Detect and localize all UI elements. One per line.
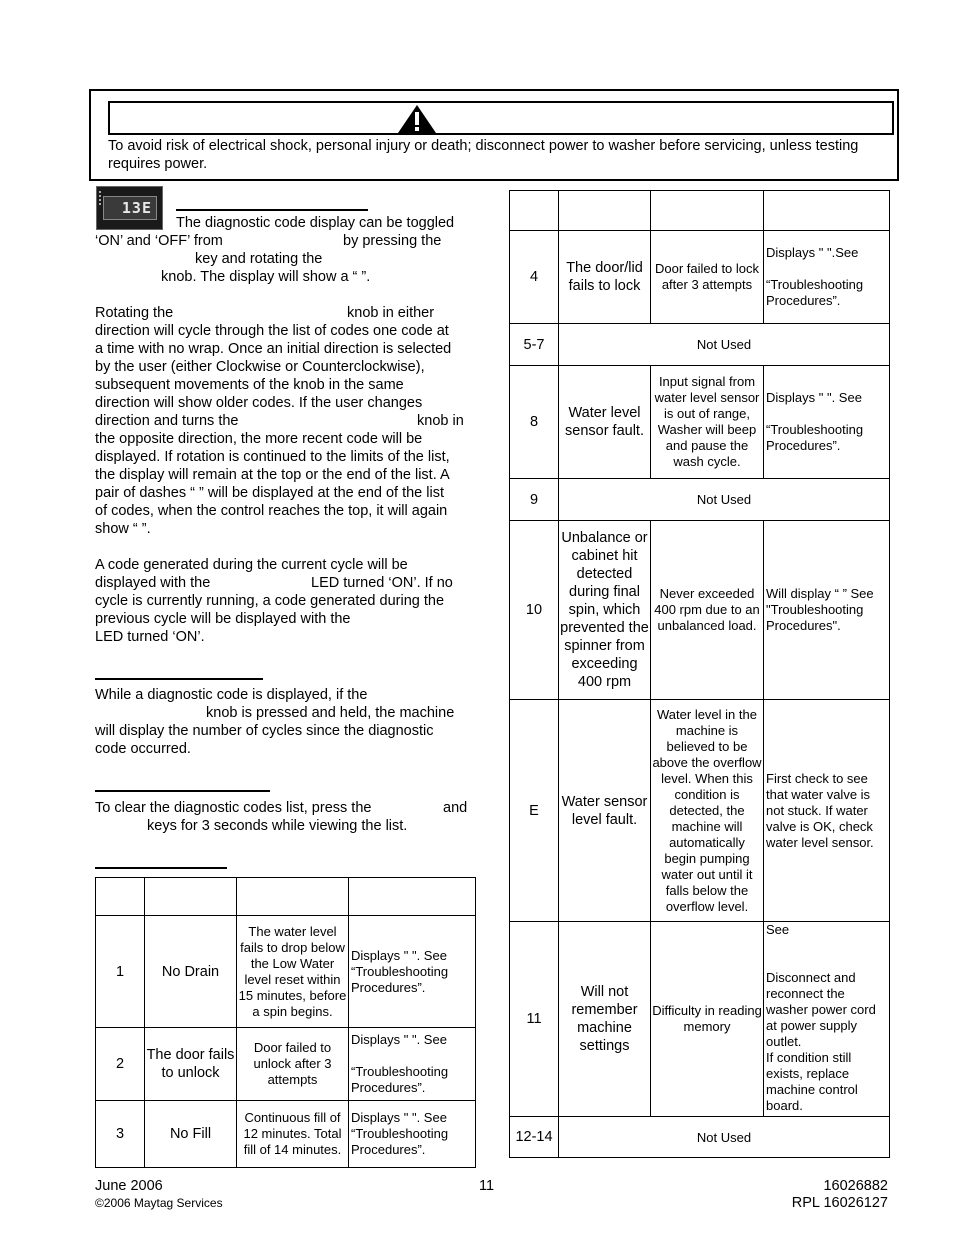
problem-cell: No Fill xyxy=(145,1101,237,1168)
code-cell: 1 xyxy=(96,916,145,1028)
para-rotate-line1b: knob in either xyxy=(347,305,435,321)
not-used-cell: Not Used xyxy=(559,324,890,366)
action-cell: Will display “ ” See "Troubleshooting Procedures". xyxy=(764,521,890,700)
header-cell xyxy=(237,878,349,916)
footer-page-number: 11 xyxy=(479,1178,495,1194)
para-led-line4: previous cycle will be displayed with the xyxy=(95,611,351,627)
action-cell: First check to see that water valve is not stuck. If water valve is OK, check water level sensor. xyxy=(764,700,890,922)
table-row xyxy=(510,1117,890,1158)
code-cell: 4 xyxy=(510,231,559,324)
problem-cell: The door fails to unlock xyxy=(145,1028,237,1101)
header-cell xyxy=(145,878,237,916)
display-window xyxy=(103,196,157,220)
para-toggle-line4: knob. The display will show a “ ”. xyxy=(161,269,371,285)
display-digits: 13E xyxy=(121,199,152,217)
code-cell: 8 xyxy=(510,366,559,479)
para-rotate-line10: the display will remain at the top or the end of the list. A xyxy=(95,467,450,483)
para-cycles-line2: knob is pressed and held, the machine xyxy=(206,705,455,721)
table-row xyxy=(510,700,890,922)
para-led-line2b: LED turned ‘ON’. If no xyxy=(311,575,453,591)
code-cell: 11 xyxy=(510,922,559,1117)
warning-triangle-icon xyxy=(397,104,437,134)
para-led-line1: A code generated during the current cycle will be xyxy=(95,557,408,573)
code-cell: 10 xyxy=(510,521,559,700)
heading-rule-display xyxy=(176,209,368,211)
problem-cell: Water level sensor fault. xyxy=(559,366,651,479)
para-toggle-line1: The diagnostic code display can be toggled xyxy=(176,215,455,231)
para-rotate-line1a: Rotating the xyxy=(95,305,174,321)
table-row xyxy=(510,231,890,324)
condition-cell: Difficulty in reading memory xyxy=(651,922,764,1117)
para-cycles-line1: While a diagnostic code is displayed, if the xyxy=(95,687,368,703)
para-rotate-line11: pair of dashes “ ” will be displayed at the end of the list xyxy=(95,485,444,501)
para-rotate-line9: displayed. If rotation is continued to the limits of the list, xyxy=(95,449,450,465)
condition-cell: Door failed to unlock after 3 attempts xyxy=(237,1028,349,1101)
table-row xyxy=(510,366,890,479)
condition-cell: Water level in the machine is believed to be above the overflow level. When this condition is detected, the machine will automatically begin pumping water out until it falls below the overflow level. xyxy=(651,700,764,922)
diagnostic-display-image xyxy=(96,186,163,230)
code-cell: 12-14 xyxy=(510,1117,559,1158)
warning-box xyxy=(89,89,899,181)
condition-cell: Input signal from water level sensor is out of range, Washer will beep and pause the wash cycle. xyxy=(651,366,764,479)
para-cycles-line4: code occurred. xyxy=(95,741,191,757)
para-rotate-line4: by the user (either Clockwise or Counterclockwise), xyxy=(95,359,425,375)
para-led-line5: LED turned ‘ON’. xyxy=(95,629,205,645)
action-cell: See Disconnect and reconnect the washer power cord at power supply outlet. If condition still exists, replace machine control board. xyxy=(764,922,890,1117)
table-header-row xyxy=(96,878,476,916)
table-row xyxy=(510,521,890,700)
action-cell: Displays " ".See “Troubleshooting Procedures”. xyxy=(764,231,890,324)
header-cell xyxy=(651,191,764,231)
para-rotate-line8: the opposite direction, the more recent code will be xyxy=(95,431,423,447)
table-row xyxy=(96,1028,476,1101)
para-led-line3: cycle is currently running, a code generated during the xyxy=(95,593,445,609)
warning-title-bar xyxy=(108,101,894,135)
heading-rule-clear xyxy=(95,790,270,792)
table-row xyxy=(510,479,890,521)
problem-cell: Water sensor level fault. xyxy=(559,700,651,922)
para-rotate-line6: direction will show older codes. If the user changes xyxy=(95,395,423,411)
code-cell: 9 xyxy=(510,479,559,521)
not-used-cell: Not Used xyxy=(559,1117,890,1158)
code-cell: 3 xyxy=(96,1101,145,1168)
diagnostic-code-table-right xyxy=(509,190,890,1158)
table-row xyxy=(96,916,476,1028)
problem-cell: Will not remember machine settings xyxy=(559,922,651,1117)
para-rotate-line13: show “ ”. xyxy=(95,521,151,537)
para-rotate-line3: a time with no wrap. Once an initial direction is selected xyxy=(95,341,452,357)
condition-cell: The water level fails to drop below the Low Water level reset within 15 minutes, before a spin begins. xyxy=(237,916,349,1028)
para-rotate-line7a: direction and turns the xyxy=(95,413,239,429)
table-row xyxy=(96,1101,476,1168)
action-cell: Displays " ". See “Troubleshooting Procedures”. xyxy=(764,366,890,479)
condition-cell: Door failed to lock after 3 attempts xyxy=(651,231,764,324)
action-cell: Displays " ". See “Troubleshooting Procedures”. xyxy=(349,1101,476,1168)
problem-cell: Unbalance or cabinet hit detected during final spin, which prevented the spinner from exceeding 400 rpm xyxy=(559,521,651,700)
heading-rule-cycles xyxy=(95,678,263,680)
action-cell: Displays " ". See “Troubleshooting Procedures”. xyxy=(349,1028,476,1101)
condition-cell: Continuous fill of 12 minutes. Total fill of 14 minutes. xyxy=(237,1101,349,1168)
footer-date: June 2006 xyxy=(95,1178,163,1194)
para-rotate-line2: direction will cycle through the list of codes one code at xyxy=(95,323,449,339)
para-rotate-line7b: knob in xyxy=(417,413,464,429)
para-rotate-line12: of codes, when the control reaches the top, it will again xyxy=(95,503,448,519)
not-used-cell: Not Used xyxy=(559,479,890,521)
condition-cell: Never exceeded 400 rpm due to an unbalanced load. xyxy=(651,521,764,700)
para-led-line2a: displayed with the xyxy=(95,575,211,591)
para-clear-line1b: and xyxy=(443,800,468,816)
table-row xyxy=(510,922,890,1117)
para-toggle-line2b: by pressing the xyxy=(343,233,442,249)
code-cell: E xyxy=(510,700,559,922)
para-toggle-line2a: ‘ON’ and ‘OFF’ from xyxy=(95,233,223,249)
diagnostic-code-table-left xyxy=(95,877,476,1168)
code-cell: 5-7 xyxy=(510,324,559,366)
para-cycles-line3: will display the number of cycles since the diagnostic xyxy=(95,723,434,739)
para-clear-line2: keys for 3 seconds while viewing the list. xyxy=(147,818,408,834)
header-cell xyxy=(510,191,559,231)
table-header-row xyxy=(510,191,890,231)
code-cell: 2 xyxy=(96,1028,145,1101)
para-toggle-line3: key and rotating the xyxy=(195,251,323,267)
para-rotate-line5: subsequent movements of the knob in the same xyxy=(95,377,404,393)
para-clear-line1a: To clear the diagnostic codes list, press the xyxy=(95,800,372,816)
footer-copyright: ©2006 Maytag Services xyxy=(95,1196,223,1210)
header-cell xyxy=(96,878,145,916)
problem-cell: The door/lid fails to lock xyxy=(559,231,651,324)
footer-replaces: RPL 16026127 xyxy=(791,1195,888,1211)
header-cell xyxy=(349,878,476,916)
footer-doc-number: 16026882 xyxy=(823,1178,888,1194)
header-cell xyxy=(764,191,890,231)
warning-text: To avoid risk of electrical shock, personal injury or death; disconnect power to washer before servicing, unless testing requires power. xyxy=(108,138,859,172)
header-cell xyxy=(559,191,651,231)
problem-cell: No Drain xyxy=(145,916,237,1028)
heading-rule-table xyxy=(95,867,227,869)
table-row xyxy=(510,324,890,366)
action-cell: Displays " ". See “Troubleshooting Procedures”. xyxy=(349,916,476,1028)
